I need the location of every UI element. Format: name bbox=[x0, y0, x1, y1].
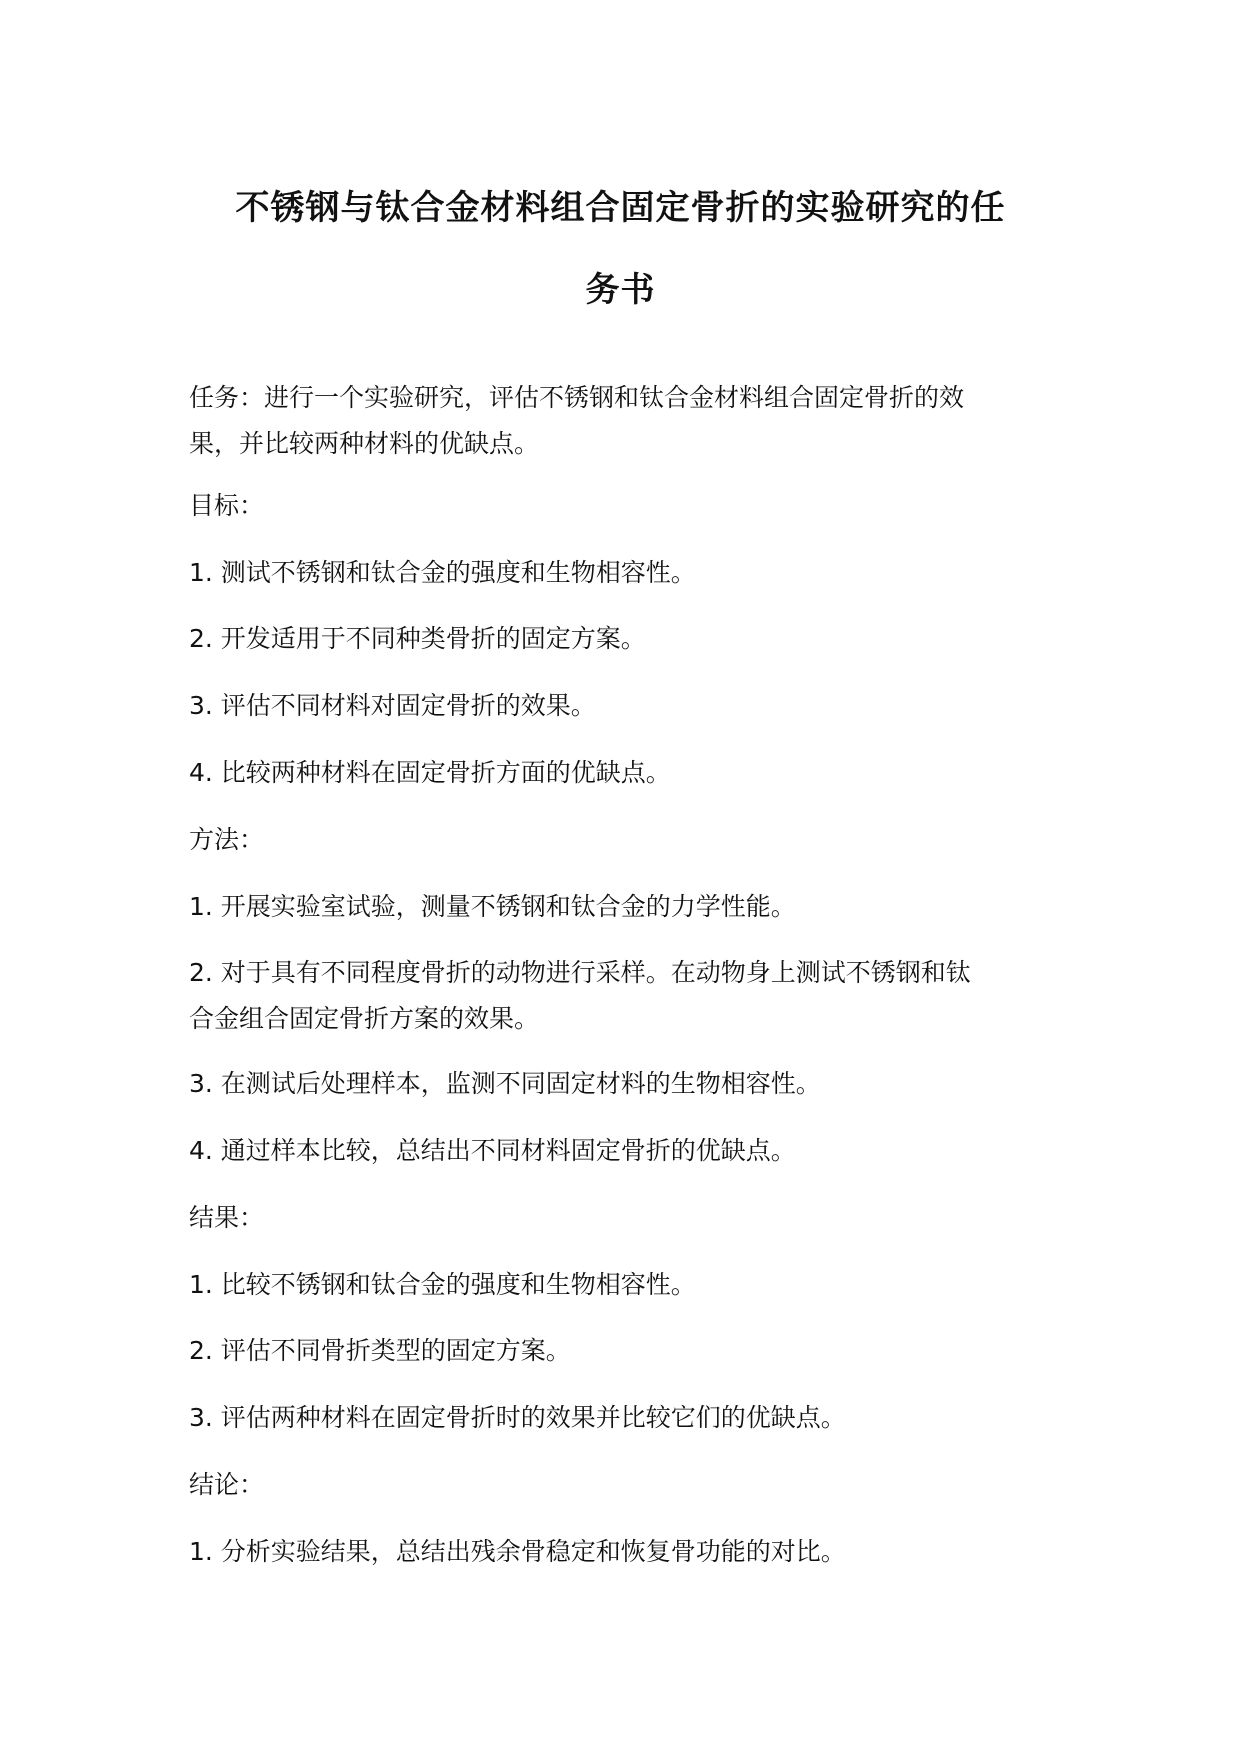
document-title-line-1: 不锈钢与钛合金材料组合固定骨折的实验研究的任 bbox=[235, 188, 1006, 228]
document-title-line-2: 务书 bbox=[585, 270, 656, 310]
method-item: 4. 通过样本比较，总结出不同材料固定骨折的优缺点。 bbox=[189, 1136, 796, 1165]
task-line: 果，并比较两种材料的优缺点。 bbox=[189, 429, 540, 458]
method-item: 3. 在测试后处理样本，监测不同固定材料的生物相容性。 bbox=[189, 1069, 821, 1098]
goals-heading: 目标： bbox=[189, 491, 265, 520]
conclusion-heading: 结论： bbox=[189, 1470, 265, 1499]
task-paragraph bbox=[189, 375, 1049, 467]
methods-heading: 方法： bbox=[189, 825, 265, 854]
result-item: 2. 评估不同骨折类型的固定方案。 bbox=[189, 1336, 571, 1365]
result-item: 3. 评估两种材料在固定骨折时的效果并比较它们的优缺点。 bbox=[189, 1403, 846, 1432]
task-line: 任务：进行一个实验研究，评估不锈钢和钛合金材料组合固定骨折的效 bbox=[189, 383, 965, 412]
method-item bbox=[189, 950, 1049, 1042]
conclusion-item: 1. 分析实验结果，总结出残余骨稳定和恢复骨功能的对比。 bbox=[189, 1537, 846, 1566]
method-line: 合金组合固定骨折方案的效果。 bbox=[189, 1004, 540, 1033]
method-item: 1. 开展实验室试验，测量不锈钢和钛合金的力学性能。 bbox=[189, 892, 796, 921]
goal-item: 1. 测试不锈钢和钛合金的强度和生物相容性。 bbox=[189, 558, 696, 587]
goal-item: 4. 比较两种材料在固定骨折方面的优缺点。 bbox=[189, 758, 671, 787]
results-heading: 结果： bbox=[189, 1203, 265, 1232]
method-line: 2. 对于具有不同程度骨折的动物进行采样。在动物身上测试不锈钢和钛 bbox=[189, 958, 971, 987]
goal-item: 3. 评估不同材料对固定骨折的效果。 bbox=[189, 691, 596, 720]
result-item: 1. 比较不锈钢和钛合金的强度和生物相容性。 bbox=[189, 1270, 696, 1299]
goal-item: 2. 开发适用于不同种类骨折的固定方案。 bbox=[189, 624, 646, 653]
